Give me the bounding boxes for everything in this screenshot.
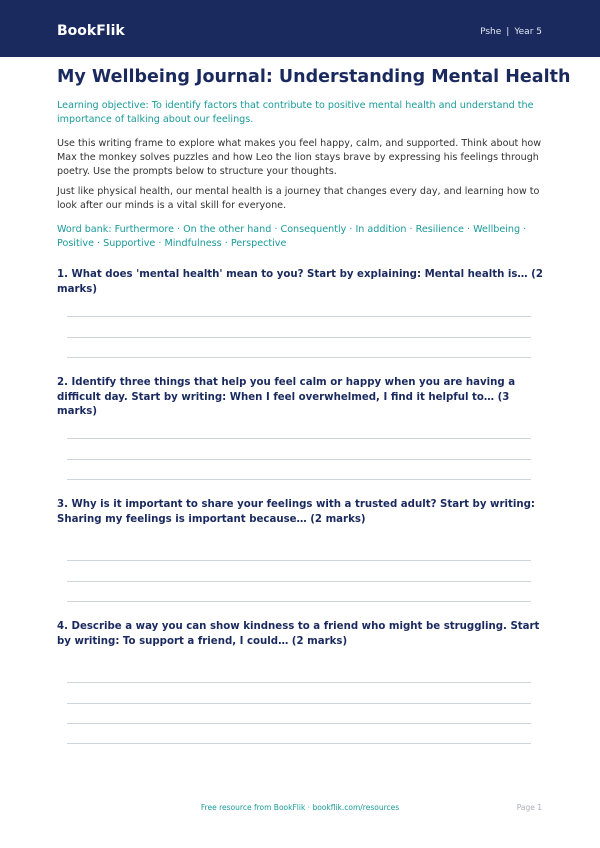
meta-separator: | — [506, 27, 510, 37]
question-1: 1. What does 'mental health' mean to you? Start by explaining: Mental health is… (2 marks) — [57, 269, 543, 295]
header-bar — [0, 0, 600, 57]
brand-logo-text: BookFlik — [57, 23, 125, 39]
intro-paragraph-1: Use this writing frame to explore what makes you feel happy, calm, and supported. Think about how Max the monkey solves puzzles and how Leo the lion stays brave by expressing his feelings through poetry. Use the prompts below to structure your thoughts. — [57, 138, 542, 177]
year-label: Year 5 — [514, 27, 542, 37]
answer-line[interactable] — [67, 703, 531, 704]
answer-line[interactable] — [67, 682, 531, 683]
answer-line[interactable] — [67, 357, 531, 358]
intro-paragraph-2: Just like physical health, our mental health is a journey that changes every day, and learning how to look after our minds is a vital skill for everyone. — [57, 186, 540, 211]
word-bank: Word bank: Furthermore · On the other hand · Consequently · In addition · Resilience · Wellbeing · Positive · Supportive · Mindfulness · Perspective — [57, 224, 527, 249]
answer-line[interactable] — [67, 560, 531, 561]
subject-label: Pshe — [480, 27, 502, 37]
page-title: My Wellbeing Journal: Understanding Mental Health — [57, 67, 571, 87]
answer-line[interactable] — [67, 581, 531, 582]
page-number: Page 1 — [516, 803, 542, 812]
question-3: 3. Why is it important to share your feelings with a trusted adult? Start by writing: Sharing my feelings is important because… (2 marks) — [57, 499, 535, 525]
footer-source-link[interactable]: Free resource from BookFlik · bookflik.com/resources — [200, 803, 400, 812]
answer-line[interactable] — [67, 337, 531, 338]
answer-line[interactable] — [67, 479, 531, 480]
answer-line[interactable] — [67, 601, 531, 602]
answer-line[interactable] — [67, 438, 531, 439]
question-4: 4. Describe a way you can show kindness to a friend who might be struggling. Start by writing: To support a friend, I could… (2 marks) — [57, 621, 540, 647]
answer-line[interactable] — [67, 316, 531, 317]
subject-year-meta — [480, 27, 542, 37]
answer-line[interactable] — [67, 459, 531, 460]
question-2: 2. Identify three things that help you feel calm or happy when you are having a difficult day. Start by writing: When I feel overwhelmed, I find it helpful to… (3 marks) — [57, 377, 516, 417]
answer-line[interactable] — [67, 743, 531, 744]
answer-line[interactable] — [67, 723, 531, 724]
learning-objective: Learning objective: To identify factors that contribute to positive mental health and understand the importance of talking about our feelings. — [57, 100, 534, 125]
